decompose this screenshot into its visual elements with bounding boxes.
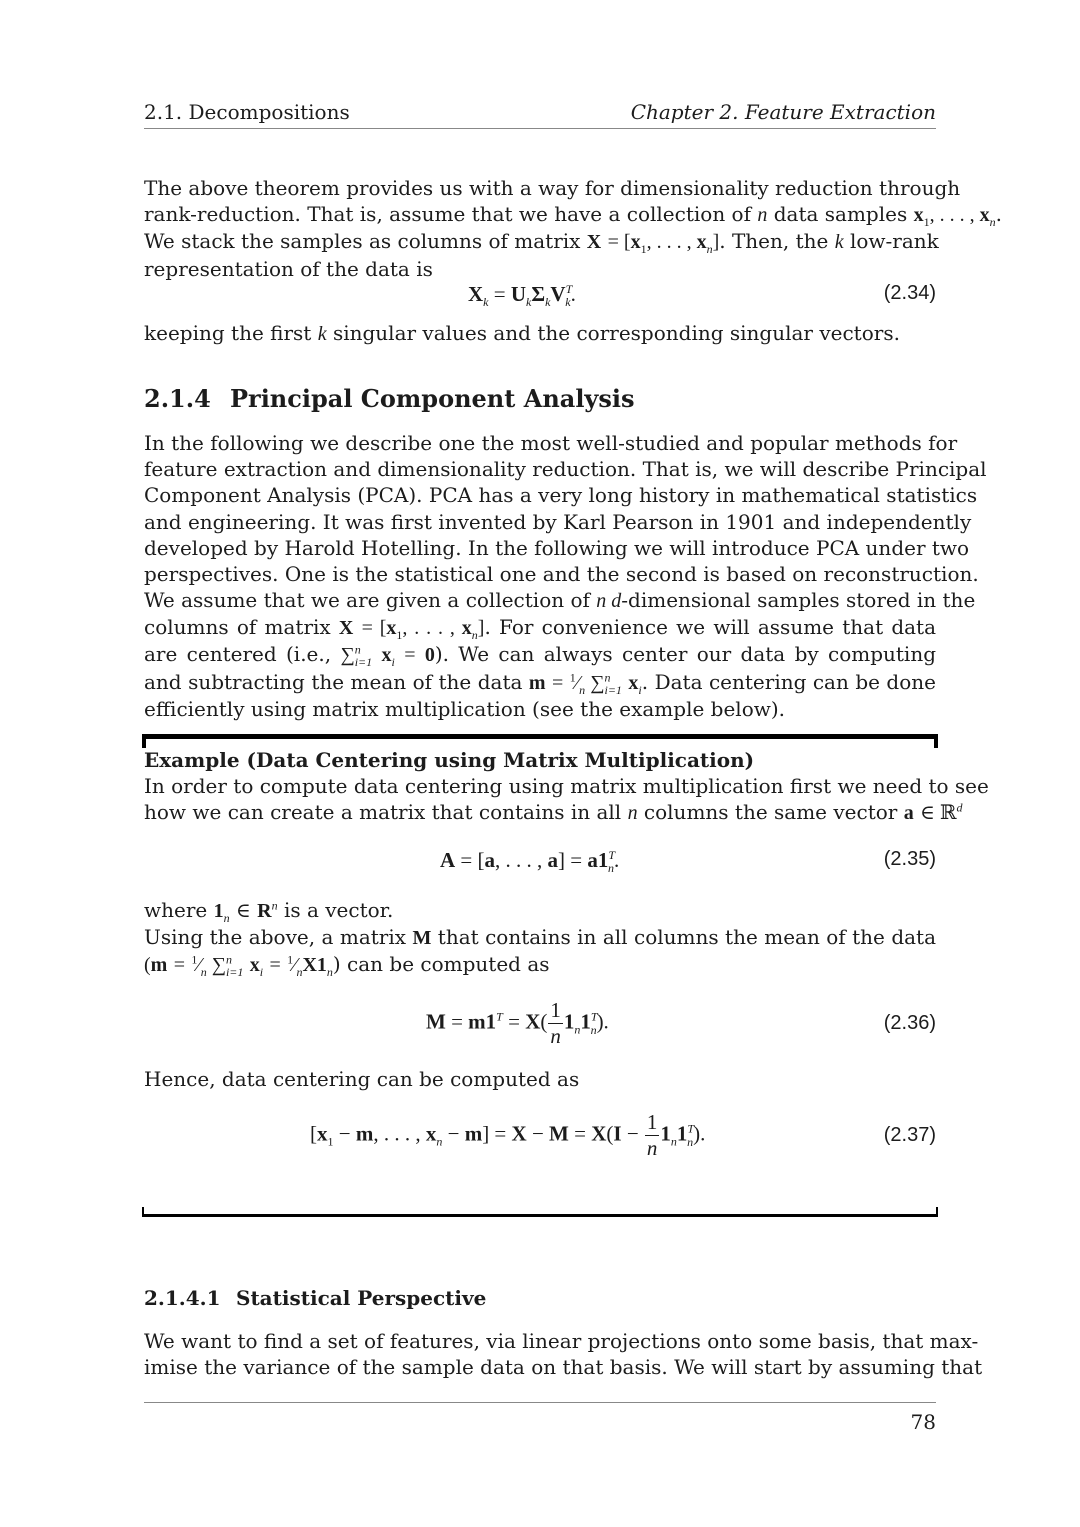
final-line-1: We want to find a set of features, via linear projections onto some basis, that max- (144, 1329, 979, 1353)
assume-line-5: efficiently using matrix multiplication (see the example below). (144, 696, 786, 721)
pca-paragraph (144, 430, 987, 587)
section-heading (144, 384, 635, 413)
header-chapter-label: Chapter 2. Feature Extraction (630, 100, 936, 124)
assume-line-2: columns of matrix $X = [x_1$, . . . , $x_n$]. For convenience we will assume that data (144, 615, 937, 643)
equation-2-34-body: $X_k = U_k\Sigma_kV^T_k$. (468, 282, 576, 310)
example-using-line: Using the above, a matrix M that contains in all columns the mean of the data (144, 925, 937, 950)
equation-2-37-body: [$x_1 - m$, . . . , $x_n - m] = X - M = X(I$ − $\frac{1}{n}$ $1_n1^T_n$). (310, 1110, 706, 1160)
equation-2-37 (144, 1112, 936, 1162)
example-box-bottom-left-tick (142, 1207, 144, 1217)
example-hence: Hence, data centering can be computed as (144, 1067, 580, 1091)
final-paragraph (144, 1328, 983, 1380)
example-box (144, 747, 989, 827)
pca-line-2: feature extraction and dimensionality reduction. That is, we will describe Principal (144, 457, 987, 482)
equation-2-35-body: A = [a, . . . , $a] = a1^T_n$. (440, 848, 620, 876)
after-eq-2-34: keeping the first k singular values and the corresponding singular vectors. (144, 321, 900, 345)
example-box-bottom-right-tick (936, 1207, 938, 1217)
assume-line-3: are centered (i.e., ∑$^n_{i=1}$ $x_i = 0$). We can always center our data by computing (144, 642, 937, 670)
final-line-2: imise the variance of the sample data on that basis. We will start by assuming that (144, 1355, 983, 1380)
equation-2-37-number: (2.37) (883, 1124, 936, 1146)
example-line-2: how we can create a matrix that contains in all n columns the same vector a ∈ ℝ$^d$ (144, 800, 963, 825)
equation-2-35 (144, 848, 936, 888)
section-number: 2.1.4 (144, 384, 211, 413)
section-title: Principal Component Analysis (230, 384, 635, 413)
page-number: 78 (910, 1410, 936, 1434)
example-title: Example (Data Centering using Matrix Multiplication) (144, 748, 755, 772)
pca-line-5: developed by Harold Hotelling. In the following we will introduce PCA under two (144, 535, 970, 560)
example-where-line: where $1_n$ ∈ $R^n$ is a vector. (144, 898, 394, 925)
pca-line-3: Component Analysis (PCA). PCA has a very long history in mathematical statistics (144, 483, 978, 508)
pca-line-6: perspectives. One is the statistical one and the second is based on reconstruction. (144, 562, 979, 587)
equation-2-36 (144, 1000, 936, 1050)
subsection-number: 2.1.4.1 (144, 1286, 221, 1310)
equation-2-36-body: $M = m1^T = X$( $\frac{1}{n}$ $1_n1^T_n$). (426, 998, 609, 1048)
footer-rule (144, 1402, 936, 1403)
equation-2-34 (144, 282, 936, 322)
intro-paragraph (144, 175, 1002, 282)
equation-2-35-number: (2.35) (883, 848, 936, 870)
header-section-label: 2.1. Decompositions (144, 100, 350, 124)
example-box-top-left-tick (142, 734, 146, 748)
intro-line-2: rank-reduction. That is, assume that we have a collection of n data samples $x_1$, . . . , $x_n$. (144, 202, 1002, 230)
assume-line-1: We assume that we are given a collection of n d-dimensional samples stored in the (144, 588, 976, 612)
example-box-top-right-tick (934, 734, 938, 748)
pca-line-4: and engineering. It was first invented by Karl Pearson in 1901 and independently (144, 509, 972, 534)
example-computed-line: ($m = ^1⁄_n$ ∑$^n_{i=1}$ $x_i$ = $^1⁄_nX1_n$) can be computed as (144, 952, 550, 980)
intro-line-1: The above theorem provides us with a way for dimensionality reduction through (144, 176, 961, 200)
equation-2-34-number: (2.34) (883, 282, 936, 304)
equation-2-36-number: (2.36) (883, 1012, 936, 1034)
assume-line-4: and subtracting the mean of the data $m = ^1⁄_n$ ∑$^n_{i=1}$ $x_i$. Data centering can be done (144, 669, 936, 697)
intro-line-3: We stack the samples as columns of matrix $X = [x_1$, . . . , $x_n$]. Then, the k low-rank (144, 229, 939, 257)
subsection-heading (144, 1286, 486, 1310)
example-box-bottom-rule (142, 1214, 938, 1217)
assume-paragraph (144, 587, 976, 722)
example-where (144, 897, 936, 979)
intro-line-4: representation of the data is (144, 256, 433, 281)
pca-line-1: In the following we describe one the most well-studied and popular methods for (144, 431, 958, 455)
example-box-top-rule (142, 734, 938, 739)
subsection-title: Statistical Perspective (236, 1286, 487, 1310)
header-rule (144, 128, 936, 129)
example-line-1: In order to compute data centering using matrix multiplication first we need to see (144, 774, 989, 799)
